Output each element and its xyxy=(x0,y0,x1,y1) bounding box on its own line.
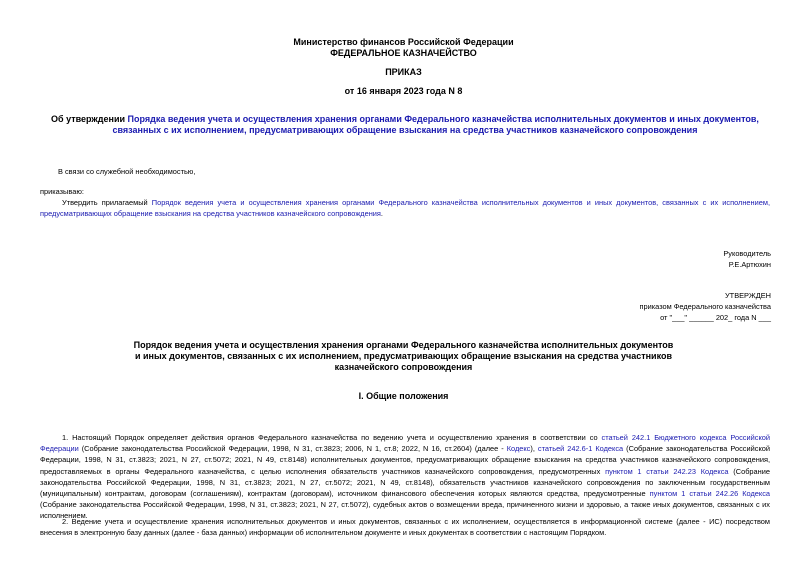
approve-prefix: Утвердить прилагаемый xyxy=(62,198,152,207)
title-link[interactable]: Порядка ведения учета и осуществления хранения органами Федерального казначейства исполнительных документов и иных документов, связанных с их исполнением, предусматривающих обращение взыскания на средства участников казначейского сопровождения xyxy=(112,114,759,135)
link-article-242-23[interactable]: пунктом 1 статьи 242.23 Кодекса xyxy=(605,466,729,476)
para1-text-2: (Собрание законодательства Российской Федерации, 1998, N 31, ст.3823; 2006, N 1, ст.8; 2022, N 16, ст.2604) (далее - xyxy=(78,444,507,454)
reason-text: В связи со служебной необходимостью, xyxy=(58,167,196,176)
signature-position: Руководитель xyxy=(723,249,771,258)
title-prefix: Об утверждении xyxy=(51,114,128,124)
link-article-242-6-1[interactable]: статьей 242.6-1 Кодекса xyxy=(537,444,624,454)
signature-name: Р.Е.Артюхин xyxy=(728,260,771,269)
link-code[interactable]: Кодекс xyxy=(506,444,531,454)
order-word: приказываю: xyxy=(40,187,84,196)
section-title: I. Общие положения xyxy=(358,391,449,401)
agency-name: ФЕДЕРАЛЬНОЕ КАЗНАЧЕЙСТВО xyxy=(330,48,477,58)
approved-date-blank: от "___" ______ 202_ года N ___ xyxy=(660,313,771,322)
para1-text-5: (Собрание законодательства Российской Федерации, 1998, N 31, ст.3823; 2021, N 27, ст.5072; 2021, N 49, ст.8148), обязательств участников казначейского сопровождения по заключенным государственным (муниципальным) контрактам, договорам (соглашениям), контрактам (договорам), источником финансового обеспечения которых являются средства, предусмотренные xyxy=(40,466,770,499)
approved-by-order: приказом Федерального казначейства xyxy=(639,302,771,311)
para1-text-1: 1. Настоящий Порядок определяет действия органов Федерального казначейства по ведению учета и осуществлению хранения в соответствии со xyxy=(62,433,602,442)
para1-text-3: ), xyxy=(530,444,538,454)
link-budget-code-242-1[interactable]: статьей 242.1 Бюджетного кодекса Российской Федерации xyxy=(40,433,771,454)
paragraph-2: 2. Ведение учета и осуществление хранения исполнительных документов и иных документов, связанных с их исполнением, осуществляется в информационной системе (далее - ИС) посредством внесения в электронную базу данных (далее - база данных) информации об исполнительном документе и иных документах в соответствии с настоящим Порядком. xyxy=(40,517,770,538)
approve-suffix: . xyxy=(380,209,383,218)
document-type: ПРИКАЗ xyxy=(385,67,422,77)
approve-link[interactable]: Порядок ведения учета и осуществления хранения органами Федерального казначейства исполнительных документов и иных документов, связанных с их исполнением, предусматривающих обращение взыскания на средства участников казначейского сопровождения xyxy=(40,198,770,218)
approve-paragraph xyxy=(40,197,770,219)
ministry-name: Министерство финансов Российской Федерации xyxy=(293,37,514,47)
link-article-242-26[interactable]: пунктом 1 статьи 242.26 Кодекса xyxy=(649,489,771,499)
para1-text-6: (Собрание законодательства Российской Федерации, 1998, N 31, ст.3823; 2021, N 27, ст.5072), судебных актов о возмещении вреда, причиненного жизни и здоровью, а также иных документов, связанных с их исполнением. xyxy=(40,500,770,521)
para1-text-4: (Собрание законодательства Российской Федерации, 1998, N 31, ст.3823; 2021, N 27, ст.5072; 2021, N 49, ст.8148) исполнительных документов, предусматривающих обращение взыскания на средства участников казначейского сопровождения, предоставляемых в органы Федерального казначейства, с целью исполнения обязательств участников казначейского сопровождения, предусмотренных xyxy=(40,444,770,476)
document-title xyxy=(50,114,760,136)
document-date: от 16 января 2023 года N 8 xyxy=(344,86,463,96)
order-title: Порядок ведения учета и осуществления хранения органами Федерального казначейства исполнительных документов и иных документов, связанных с их исполнением, предусматривающих обращение взыскания на средства участников казначейского сопровождения xyxy=(133,340,674,372)
approved-label: УТВЕРЖДЕН xyxy=(724,291,771,300)
paragraph-1 xyxy=(40,432,770,522)
